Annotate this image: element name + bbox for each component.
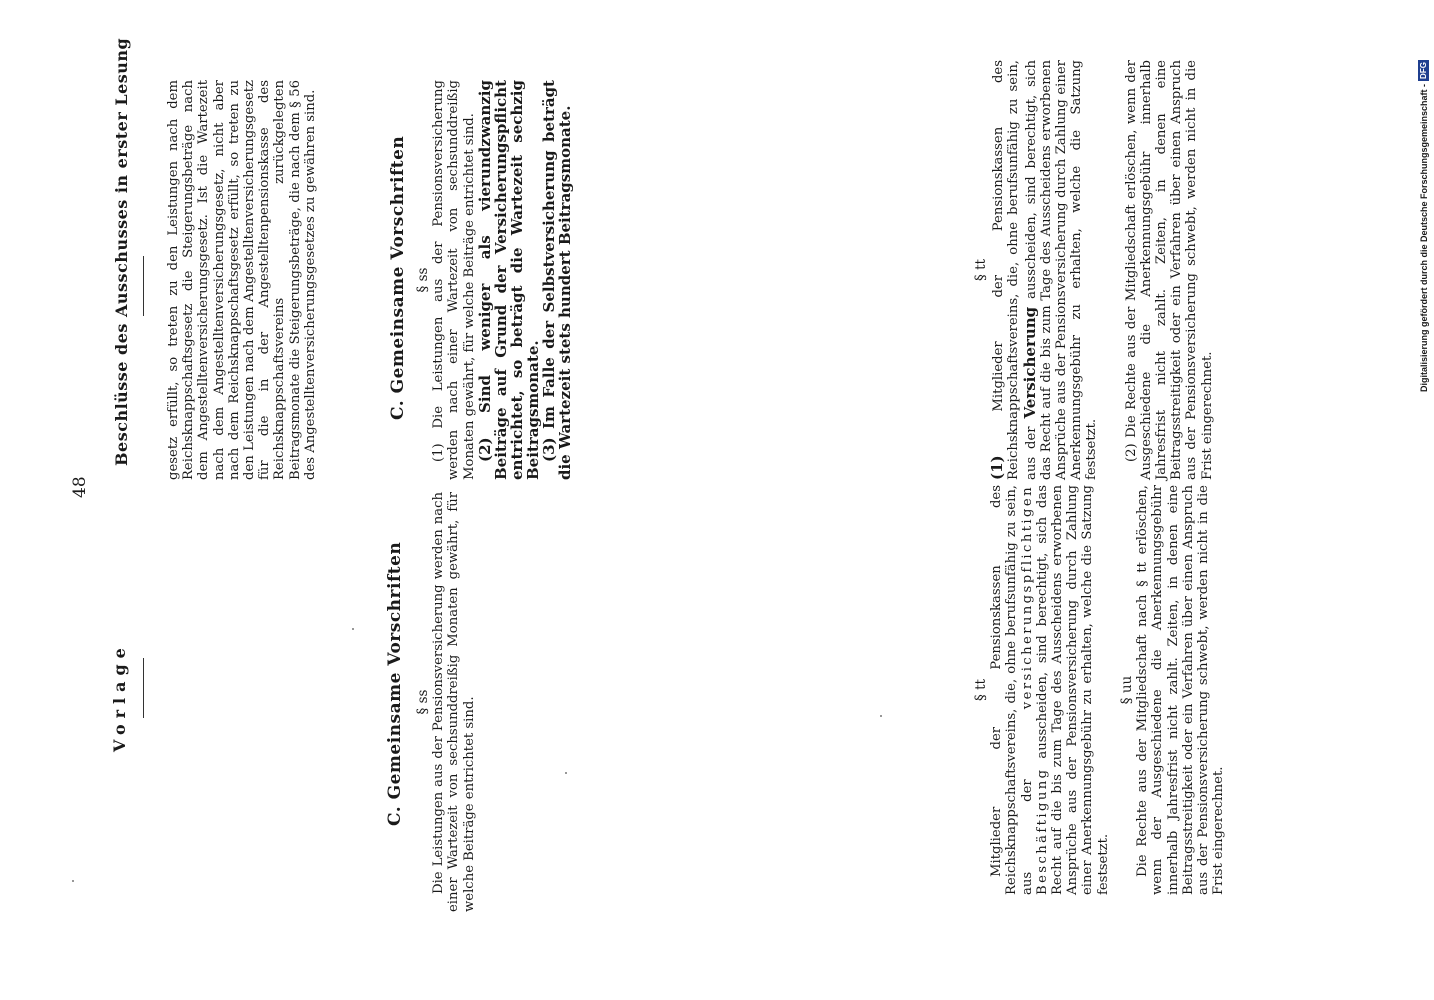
right-intro-paragraph xyxy=(166,80,318,480)
right-title-rule xyxy=(143,256,144,316)
digitization-credit xyxy=(1418,60,1429,392)
right-par-tt-1-pre: Mitglieder der Pensionskassen des Reichsknappschaftsvereins, die, ohne berufsunfähig zu sein, aus der xyxy=(991,60,1039,480)
dfg-logo: DFG xyxy=(1419,62,1428,79)
left-par-tt-label: § tt xyxy=(973,679,989,701)
right-par-tt-1-num: (1) xyxy=(988,455,1007,480)
left-paragraph-ss xyxy=(416,492,477,912)
scan-speck xyxy=(352,628,354,630)
left-section-heading: C. Gemeinsame Vorschriften xyxy=(385,541,405,826)
left-par-tt-pre: Mitglieder der Pensionskassen des Reichsknappschaftsvereins, die, ohne berufsunfähig zu sein, aus der xyxy=(989,485,1035,895)
right-section-heading: C. Gemeinsame Vorschriften xyxy=(388,135,408,420)
right-title: Beschlüsse des Ausschusses in erster Lesung xyxy=(112,37,131,466)
right-par-ss-2: (2) Sind weniger als vierundzwanzig Beiträge auf Grund der Versicherungspflicht entrichtet, so beträgt die Wartezeit sechzig Beitragsmonate. xyxy=(475,80,542,480)
scan-speck xyxy=(72,880,74,882)
left-par-uu-text: Die Rechte aus der Mitgliedschaft nach § tt erlöschen, wenn der Ausgeschiedene die Anerkennungsgebühr innerhalb Jahresfrist nicht zahlt. Zeiten, in denen eine Beitragsstreitigkeit oder ein Verfahren über einen Anspruch aus der Pensionsversicherung schwebt, werden nicht in die Frist eingerechnet. xyxy=(1135,485,1227,895)
page-number: 48 xyxy=(70,476,90,498)
scan-speck xyxy=(565,772,567,774)
right-par-tt-2: (2) Die Rechte aus der Mitgliedschaft erlöschen, wenn der Ausgeschiedene die Anerkennungsgebühr innerhalb Jahresfrist nicht zahlt. Zeiten, in denen eine Beitragsstreitigkeit oder ein Verfahren über einen Anspruch aus der Pensionsversicherung schwebt, werden nicht in die Frist eingerechnet. xyxy=(1123,60,1215,480)
right-par-tt-label: § tt xyxy=(973,259,989,281)
left-par-tt-post: ausscheiden, sind berechtigt, sich das Recht auf die bis zum Tage des Ausscheidens erworbenen Ansprüche aus der Pensionsversicherung durch Zahlung einer Anerkennungsgebühr zu erhalten, welche die Satzung festsetzt. xyxy=(1034,485,1111,895)
left-par-tt-spaced: versicherungspflichtigen Beschäftigung xyxy=(1019,485,1050,895)
left-par-ss-label: § ss xyxy=(415,689,431,715)
right-par-ss-3: (3) Im Falle der Selbstversicherung beträgt die Wartezeit stets hundert Beitragsmonate. xyxy=(539,80,574,480)
right-intro-text: gesetz erfüllt, so treten zu den Leistungen nach dem Reichsknappschaftsgesetz die Steigerungsbeträge nach dem Angestelltenversicherungsgesetz. Ist die Wartezeit nach dem Angestelltenversicherungsgesetz, nicht aber nach dem Reichsknappschaftsgesetz erfüllt, so treten zu den Leistungen nach dem Angestelltenversicherungsgesetz für die in der Angestelltenpensionskasse des Reichsknappschaftsvereins zurückgelegten Beitragsmonate die Steigerungsbeträge, die nach dem § 56 des Angestelltenversicherungsgesetzes zu gewähren sind. xyxy=(166,80,318,480)
right-par-ss-label: § ss xyxy=(415,267,431,293)
right-paragraph-ss xyxy=(416,80,573,480)
right-par-tt-1-bold: Versicherung xyxy=(1020,306,1039,419)
scan-speck xyxy=(880,715,882,717)
right-par-ss-1: (1) Die Leistungen aus der Pensionsversicherung werden nach einer Wartezeit von sechsunddreißig Monaten gewährt, für welche Beiträge entrichtet sind. xyxy=(431,80,477,480)
left-par-uu-label: § uu xyxy=(1119,675,1135,705)
left-title: Vorlage xyxy=(110,642,129,752)
left-title-rule xyxy=(143,658,144,718)
right-paragraph-tt xyxy=(974,60,1215,480)
left-paragraph-uu xyxy=(1120,485,1226,895)
left-paragraph-tt xyxy=(974,485,1111,895)
digitization-credit-text: Digitalisierung gefördert durch die Deutsche Forschungsgemeinschaft - xyxy=(1418,83,1429,392)
right-par-tt-1-post: ausscheiden, sind berechtigt, sich das Recht auf die bis zum Tage des Ausscheidens erworbenen Ansprüche aus der Pensionsversicherung durch Zahlung einer Anerkennungsgebühr zu erhalten, welche die Satzung festsetzt. xyxy=(1023,60,1100,480)
left-par-ss-text: Die Leistungen aus der Pensionsversicherung werden nach einer Wartezeit von sechsunddreißig Monaten gewährt, für welche Beiträge entrichtet sind. xyxy=(431,492,477,912)
